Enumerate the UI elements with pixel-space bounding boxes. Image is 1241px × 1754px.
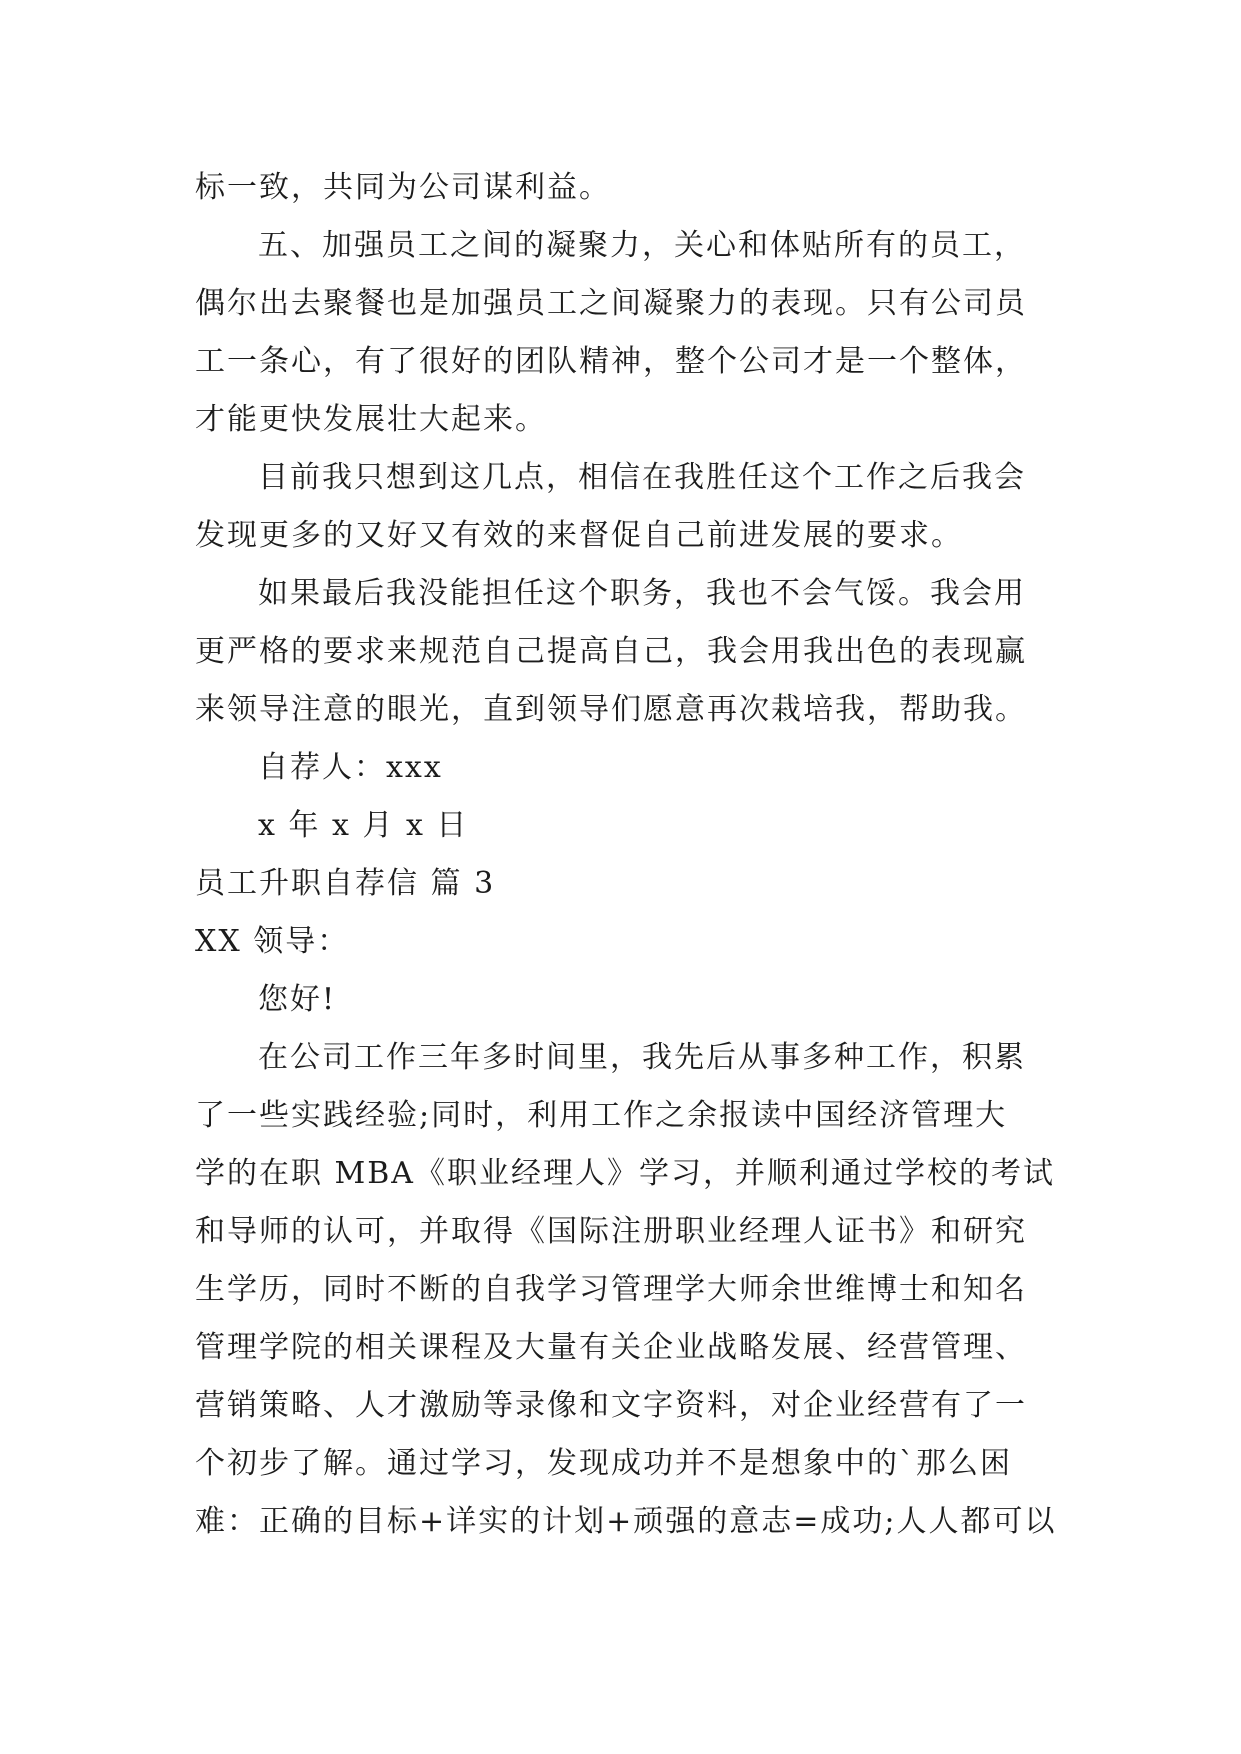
text-line: 生学历，同时不断的自我学习管理学大师余世维博士和知名 bbox=[195, 1272, 1027, 1307]
signature-line: 自荐人：xxx bbox=[258, 750, 443, 785]
text-line: 管理学院的相关课程及大量有关企业战略发展、经营管理、 bbox=[195, 1330, 1027, 1365]
text-line: 和导师的认可，并取得《国际注册职业经理人证书》和研究 bbox=[195, 1214, 1027, 1249]
paragraph-first-line: 在公司工作三年多时间里，我先后从事多种工作，积累 bbox=[258, 1040, 1026, 1075]
text-line: 了一些实践经验;同时，利用工作之余报读中国经济管理大 bbox=[195, 1098, 1008, 1133]
text-line: 来领导注意的眼光，直到领导们愿意再次栽培我，帮助我。 bbox=[195, 692, 1027, 727]
paragraph-first-line: 如果最后我没能担任这个职务，我也不会气馁。我会用 bbox=[258, 576, 1026, 611]
text-line: 偶尔出去聚餐也是加强员工之间凝聚力的表现。只有公司员 bbox=[195, 286, 1027, 321]
greeting: 您好! bbox=[258, 982, 337, 1017]
text-line: 工一条心，有了很好的团队精神，整个公司才是一个整体， bbox=[195, 344, 1027, 379]
text-line: 学的在职 MBA《职业经理人》学习，并顺利通过学校的考试 bbox=[195, 1156, 1055, 1191]
text-line: 才能更快发展壮大起来。 bbox=[195, 402, 547, 437]
text-line: 更严格的要求来规范自己提高自己，我会用我出色的表现赢 bbox=[195, 634, 1027, 669]
text-line: 标一致，共同为公司谋利益。 bbox=[195, 170, 611, 205]
section-heading: 员工升职自荐信 篇 3 bbox=[195, 866, 496, 901]
text-line: 发现更多的又好又有效的来督促自己前进发展的要求。 bbox=[195, 518, 963, 553]
date-line: x 年 x 月 x 日 bbox=[258, 808, 469, 843]
text-line: 营销策略、人才激励等录像和文字资料，对企业经营有了一 bbox=[195, 1388, 1027, 1423]
salutation: XX 领导： bbox=[195, 924, 350, 959]
paragraph-first-line: 五、加强员工之间的凝聚力，关心和体贴所有的员工， bbox=[258, 228, 1026, 263]
paragraph-first-line: 目前我只想到这几点，相信在我胜任这个工作之后我会 bbox=[258, 460, 1026, 495]
text-line: 个初步了解。通过学习，发现成功并不是想象中的`那么困 bbox=[195, 1446, 1012, 1481]
text-line: 难：正确的目标+详实的计划+顽强的意志=成功;人人都可以 bbox=[195, 1504, 1057, 1539]
